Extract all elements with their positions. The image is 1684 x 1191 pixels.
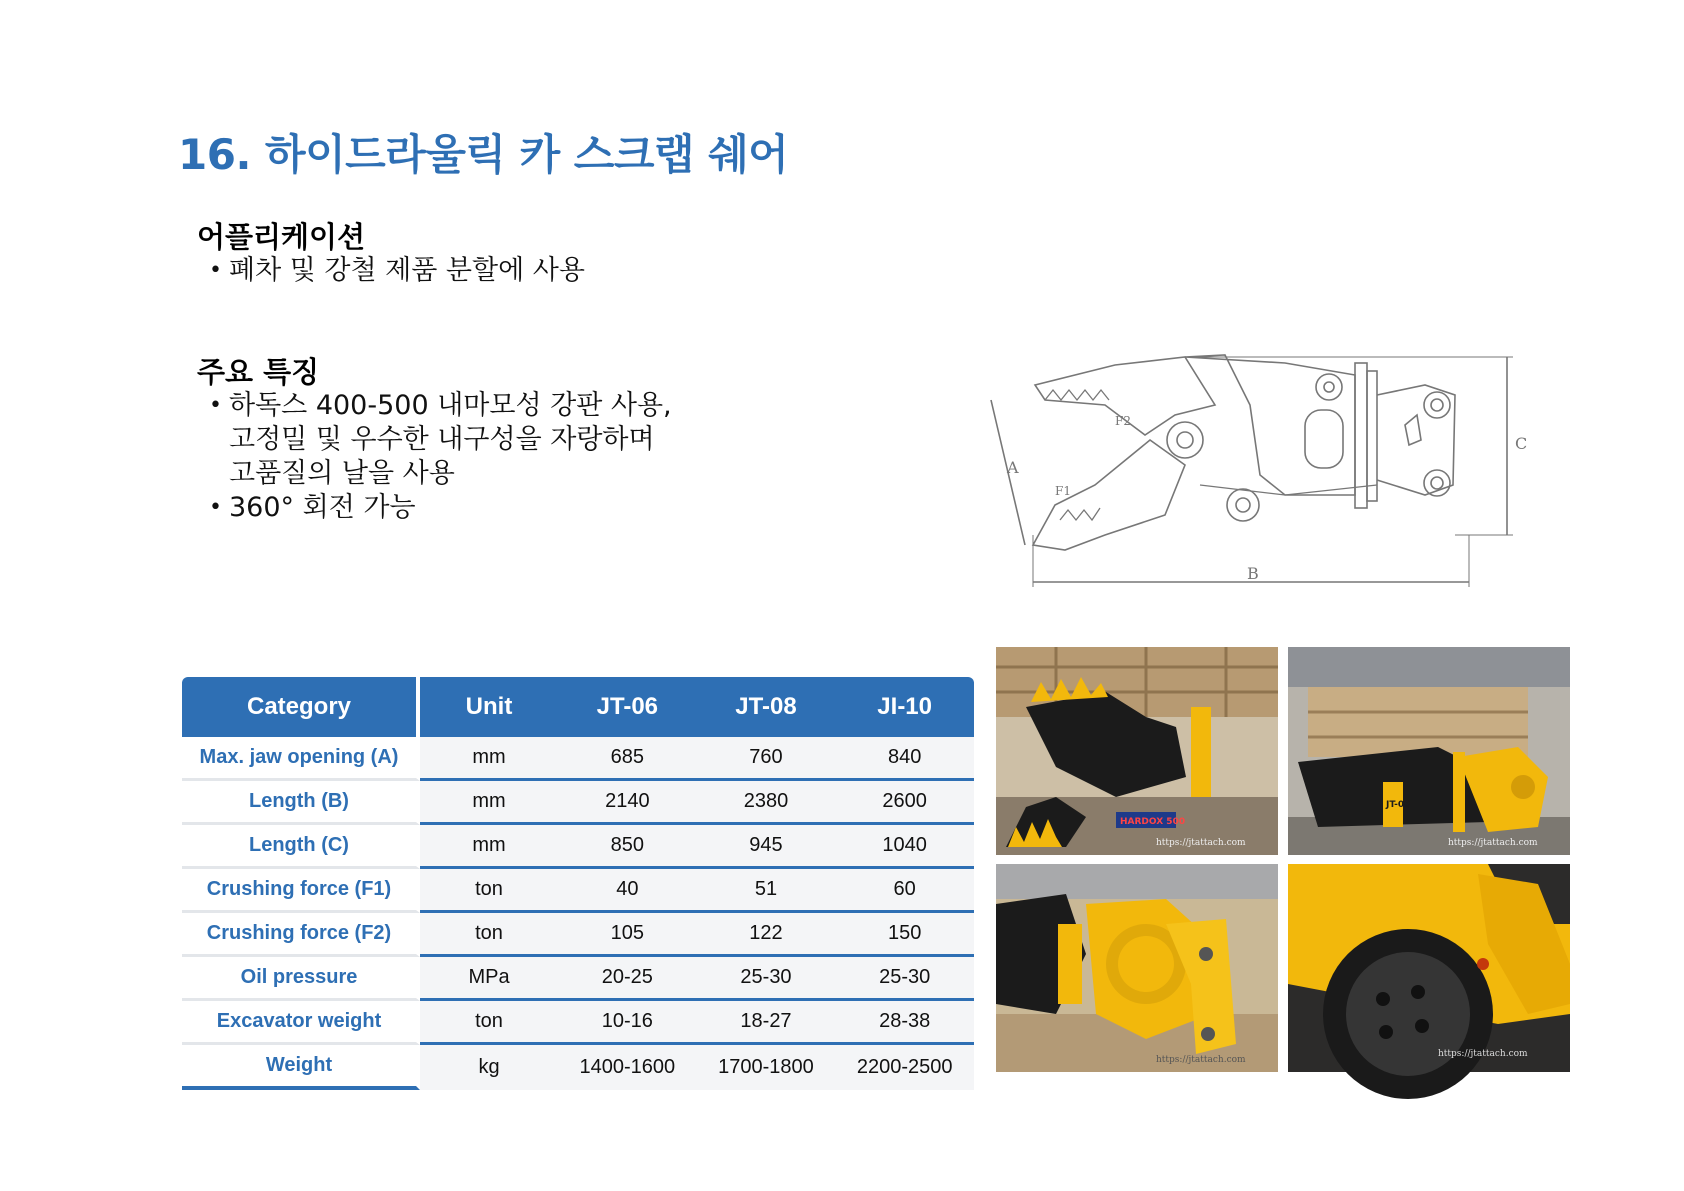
row-unit: mm (420, 737, 558, 781)
features-bullet: • 하독스 400-500 내마모성 강판 사용, 고정밀 및 우수한 내구성을 자랑하며 고품질의 날을 사용 (197, 389, 672, 491)
shear-photo-3 (996, 864, 1278, 1072)
features-list (197, 389, 672, 525)
row-value: 850 (558, 825, 697, 869)
photo-watermark: https://jtattach.com (1448, 838, 1538, 848)
row-unit: kg (420, 1045, 558, 1090)
jaw-label: HARDOX 500 (1120, 817, 1186, 827)
shear-photo-2 (1288, 647, 1570, 855)
header-model: JT-08 (697, 677, 836, 737)
row-value: 685 (558, 737, 697, 781)
table-row (182, 825, 974, 869)
row-value: 122 (697, 913, 836, 957)
row-value: 105 (558, 913, 697, 957)
row-category: Excavator weight (182, 1001, 420, 1045)
row-value: 25-30 (697, 957, 836, 1001)
spec-table (182, 677, 974, 1090)
photo-watermark: https://jtattach.com (1438, 1049, 1528, 1059)
row-category: Weight (182, 1045, 420, 1090)
row-category: Max. jaw opening (A) (182, 737, 420, 781)
row-value: 10-16 (558, 1001, 697, 1045)
row-value: 2200-2500 (835, 1045, 974, 1090)
row-value: 760 (697, 737, 836, 781)
header-unit: Unit (420, 677, 558, 737)
row-value: 18-27 (697, 1001, 836, 1045)
page-title: 16. 하이드라울릭 카 스크랩 쉐어 (178, 130, 789, 179)
features-section (197, 355, 672, 525)
row-category: Crushing force (F2) (182, 913, 420, 957)
model-label: JT-06 (1386, 800, 1411, 810)
shear-photo-1 (996, 647, 1278, 855)
row-unit: ton (420, 1001, 558, 1045)
row-unit: ton (420, 869, 558, 913)
row-unit: MPa (420, 957, 558, 1001)
header-category: Category (182, 677, 420, 737)
dim-c-label: C (1515, 434, 1528, 453)
photo-watermark: https://jtattach.com (1156, 1055, 1246, 1065)
row-category: Length (B) (182, 781, 420, 825)
row-category: Length (C) (182, 825, 420, 869)
application-section (197, 220, 585, 288)
row-value: 51 (697, 869, 836, 913)
shear-drawing (985, 345, 1528, 590)
table-header-row (182, 677, 974, 737)
row-value: 2140 (558, 781, 697, 825)
application-heading: 어플리케이션 (197, 220, 366, 254)
row-value: 945 (697, 825, 836, 869)
row-unit: mm (420, 825, 558, 869)
technical-diagram (985, 345, 1528, 590)
row-category: Oil pressure (182, 957, 420, 1001)
dim-f1-label: F1 (1055, 484, 1071, 498)
dim-a-label: A (1007, 458, 1019, 477)
product-photo (1288, 647, 1570, 855)
row-value: 1400-1600 (558, 1045, 697, 1090)
row-value: 28-38 (835, 1001, 974, 1045)
row-value: 1700-1800 (697, 1045, 836, 1090)
row-unit: mm (420, 781, 558, 825)
table-row (182, 1001, 974, 1045)
application-list (197, 254, 585, 288)
table-row (182, 737, 974, 781)
photo-watermark: https://jtattach.com (1156, 838, 1246, 848)
application-bullet: • 폐차 및 강철 제품 분할에 사용 (197, 254, 585, 288)
features-heading: 주요 특징 (197, 355, 320, 389)
row-value: 60 (835, 869, 974, 913)
header-model: JT-06 (558, 677, 697, 737)
row-category: Crushing force (F1) (182, 869, 420, 913)
row-value: 40 (558, 869, 697, 913)
row-value: 20-25 (558, 957, 697, 1001)
row-value: 25-30 (835, 957, 974, 1001)
table-row (182, 781, 974, 825)
shear-photo-4 (1288, 864, 1570, 1072)
dim-b-label: B (1247, 564, 1259, 583)
dim-f2-label: F2 (1115, 414, 1131, 428)
table-row (182, 913, 974, 957)
header-model: JI-10 (835, 677, 974, 737)
product-photo (1288, 864, 1570, 1072)
features-bullet: • 360° 회전 가능 (197, 491, 672, 525)
table-row (182, 869, 974, 913)
row-value: 150 (835, 913, 974, 957)
product-photo (996, 647, 1278, 855)
product-photo (996, 864, 1278, 1072)
row-value: 2380 (697, 781, 836, 825)
row-value: 840 (835, 737, 974, 781)
row-value: 1040 (835, 825, 974, 869)
row-value: 2600 (835, 781, 974, 825)
table-body (182, 737, 974, 1090)
table-row (182, 1045, 974, 1090)
row-unit: ton (420, 913, 558, 957)
table-row (182, 957, 974, 1001)
